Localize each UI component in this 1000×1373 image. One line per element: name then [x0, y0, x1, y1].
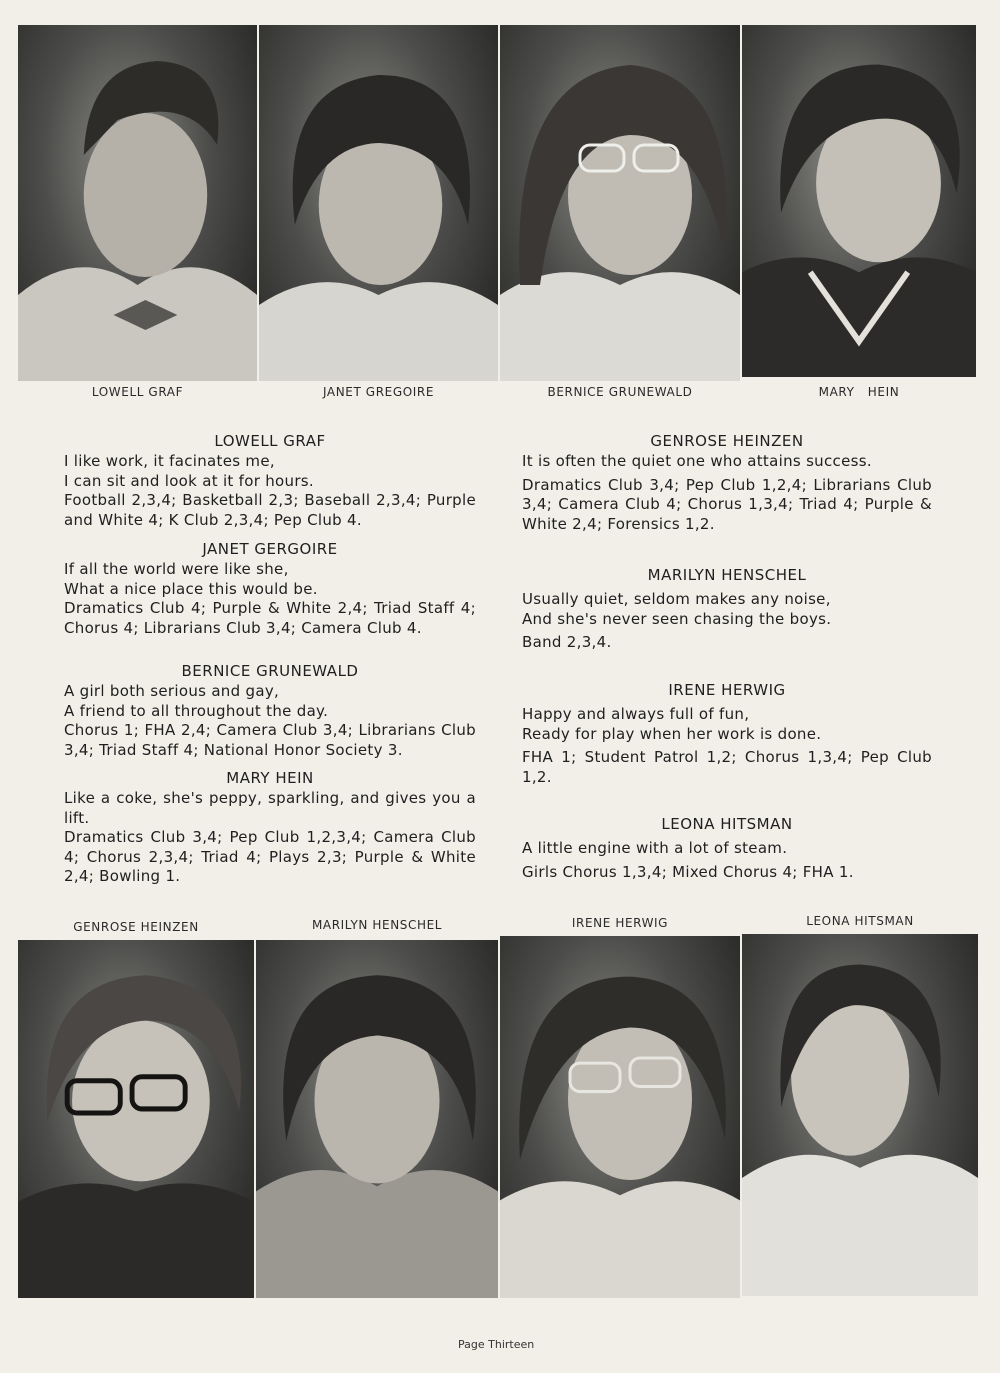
bio-quote-line: If all the world were like she,: [64, 560, 289, 578]
portrait-janet-gregoire: [259, 25, 498, 381]
bio-quote-line: A friend to all throughout the day.: [64, 701, 329, 720]
bio-quote-line: I like work, it facinates me,: [64, 452, 275, 470]
bio-activities: Dramatics Club 3,4; Pep Club 1,2,4; Librarians Club 3,4; Camera Club 4; Chorus 1,3,4; Triad 4; Purple & White 2,4; Forensics 1,2.: [522, 475, 932, 533]
caption-janet-gregoire: JANET GREGOIRE: [322, 385, 435, 399]
portrait-marilyn-henschel: [256, 940, 498, 1298]
bio-activities: Band 2,3,4.: [522, 633, 612, 651]
bio-name: IRENE HERWIG: [668, 681, 786, 699]
caption-genrose-heinzen: GENROSE HEINZEN: [73, 920, 199, 934]
bio-quote-line: Like a coke, she's peppy, sparkling, and gives you a lift.: [64, 789, 476, 827]
bio-lowell-graf: [64, 432, 476, 530]
portrait-genrose-heinzen: [18, 940, 254, 1298]
bio-quote-line: And she's never seen chasing the boys.: [522, 609, 832, 628]
bio-quote-line: A girl both serious and gay,: [64, 682, 280, 700]
bio-irene-herwig: [522, 681, 932, 787]
bio-quote-line: Happy and always full of fun,: [522, 705, 750, 723]
bio-activities: Girls Chorus 1,3,4; Mixed Chorus 4; FHA 1.: [522, 862, 854, 881]
bio-activities: FHA 1; Student Patrol 1,2; Chorus 1,3,4; Pep Club 1,2.: [522, 748, 932, 786]
portrait-lowell-graf: [18, 25, 257, 381]
bio-quote-line: I can sit and look at it for hours.: [64, 471, 314, 490]
bio-mary-hein: [64, 769, 476, 887]
portrait-mary-hein: [742, 25, 976, 377]
bio-activities: Dramatics Club 3,4; Pep Club 1,2,3,4; Camera Club 4; Chorus 2,3,4; Triad 4; Plays 2,3; Purple & White 2,4; Bowling 1.: [64, 828, 476, 885]
caption-marilyn-henschel: MARILYN HENSCHEL: [311, 918, 443, 932]
bio-marilyn-henschel: [522, 566, 932, 653]
bio-name: MARILYN HENSCHEL: [647, 566, 807, 584]
caption-mary-hein: MARY HEIN: [818, 385, 900, 399]
bio-quote-line: What a nice place this would be.: [64, 579, 318, 598]
bio-activities: Football 2,3,4; Basketball 2,3; Baseball 2,3,4; Purple and White 4; K Club 2,3,4; Pep Club 4.: [64, 491, 476, 529]
bio-quote-line: A little engine with a lot of steam.: [522, 839, 788, 857]
caption-leona-hitsman: LEONA HITSMAN: [806, 914, 914, 928]
bio-bernice-grunewald: [64, 662, 476, 760]
bio-activities: Chorus 1; FHA 2,4; Camera Club 3,4; Librarians Club 3,4; Triad Staff 4; National Honor Society 3.: [64, 721, 476, 759]
caption-lowell-graf: LOWELL GRAF: [91, 385, 184, 399]
bio-quote-line: Ready for play when her work is done.: [522, 724, 822, 743]
portrait-bernice-grunewald: [500, 25, 740, 381]
bio-name: MARY HEIN: [226, 769, 314, 787]
bio-genrose-heinzen: [522, 432, 932, 534]
caption-irene-herwig: IRENE HERWIG: [571, 916, 669, 930]
bio-name: JANET GERGOIRE: [202, 540, 338, 558]
bio-name: LOWELL GRAF: [214, 432, 326, 450]
bio-quote-line: It is often the quiet one who attains success.: [522, 452, 872, 470]
bio-quote-line: Usually quiet, seldom makes any noise,: [522, 590, 831, 608]
portrait-leona-hitsman: [742, 934, 978, 1296]
bio-name: BERNICE GRUNEWALD: [181, 662, 359, 680]
bio-name: GENROSE HEINZEN: [650, 432, 804, 450]
page-number: Page Thirteen: [458, 1338, 535, 1351]
bio-leona-hitsman: [522, 815, 932, 882]
bio-janet-gergoire: [64, 540, 476, 638]
caption-bernice-grunewald: BERNICE GRUNEWALD: [547, 385, 693, 399]
bio-name: LEONA HITSMAN: [661, 815, 793, 833]
bio-activities: Dramatics Club 4; Purple & White 2,4; Triad Staff 4; Chorus 4; Librarians Club 3,4; Camera Club 4.: [64, 599, 476, 637]
portrait-irene-herwig: [500, 936, 740, 1298]
